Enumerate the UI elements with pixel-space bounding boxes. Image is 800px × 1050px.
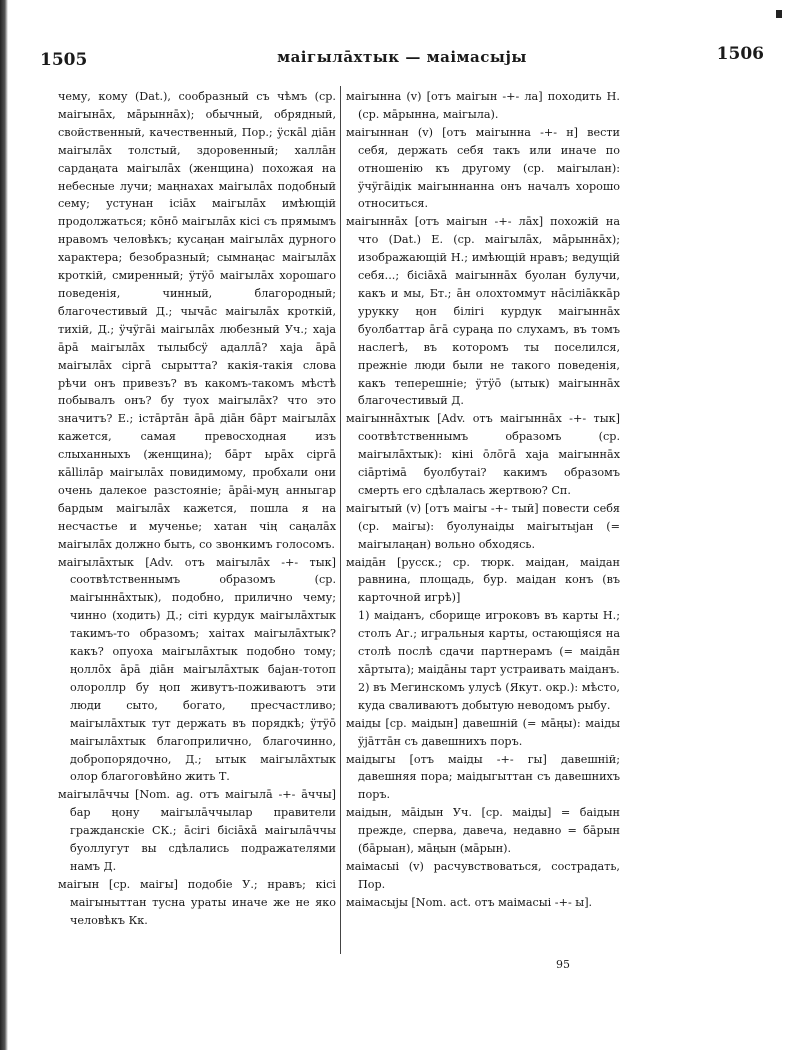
entry-maigynnakhtyk: маiгыннāхтык [Adv. отъ маiгыннāх -+- тык] соотвѣтственнымъ образомъ (ср. маiгылāхтык): кiнi ōлōгā хаjа маiгыннāх сiāртiмā буолбутаi? какимъ образомъ смерть его сдѣлалась жертвою? Сп.	[346, 412, 620, 497]
entry-maigyn: маiгын [ср. маiгы] подобiе У.; нравъ; кiсi маiгыныттан тусна ураты иначе же не яко человѣкъ Кк.	[58, 877, 336, 927]
entry-maidyn: маiдын, мāiдын Уч. [ср. маiды] = баiдын прежде, сперва, давеча, недавно = бāрын (бāрыан), мāңын (мāрын).	[346, 806, 620, 856]
entry-maigynnakh: маiгыннāх [отъ маiгын -+- лāх] похожiй на что (Dat.) Е. (ср. маiгылāх, мāрыннāх); изображающiй Н.; имѣющiй нравъ; ведущiй себя...; бiсiāхā маiгыннāх буолан булучи, какъ и мы, Бт.; āн олохтоммут нāсiлiāккāр урукку ңон бiлiгi курдук маiгыннāх буолбаттар āгā сураңа по слухамъ, въ томъ наслегѣ, въ которомъ ты поселился, прежнiе люди были не такого поведенiя, какъ теперешнiе; ÿтÿō (ытык) маiгыннāх благочестивый Д.	[346, 215, 620, 408]
entry-maimasyi: маiмасыi (v) расчувствоваться, сострадать, Пор.	[346, 859, 620, 891]
page-header	[40, 44, 764, 82]
entry-maidygy: маiдыгы [отъ маiды -+- гы] давешнiй; давешняя пора; маiдыгыттан съ давешнихъ поръ.	[346, 752, 620, 802]
column-divider	[340, 86, 341, 954]
running-title: маiгылāхтык — маiмасыjы	[277, 48, 527, 66]
scan-edge	[0, 0, 8, 1050]
page-number-left: 1505	[40, 50, 88, 70]
entry-maidy: маiды [ср. маiдын] давешнiй (= мāңы): маiды ÿjāттāн съ давешнихъ поръ.	[346, 716, 620, 748]
page-number-right: 1506	[716, 44, 764, 64]
entry-maigynna: маiгынна (v) [отъ маiгын -+- ла] походить Н. (ср. мāрынна, маiгыла).	[346, 90, 620, 121]
entry-maigytyi: маiгытый (v) [отъ маiгы -+- тый] повести себя (ср. маiгы): буолунаiды маiгытыjан (= маiгылаңан) вольно обходясь.	[346, 501, 620, 551]
entry-maidan-sense-2: 2) въ Мегинскомъ улусѣ (Якут. окр.): мѣсто, куда сваливаютъ добытую неводомъ рыбу.	[358, 680, 620, 712]
entry-maigylakhtyk: маiгылāхтык [Adv. отъ маiгылāх -+- тык] соотвѣтственнымъ образомъ (ср. маiгыннāхтык), подобно, прилично чему; чинно (ходить) Д.; сiтi курдук маiгылāхтык такимъ-то образомъ; хаiтах маiгылāхтык? какъ? опуоха маiгылāхтык подобно тому; ңоллōх āрā дiāн маiгылāхтык баjан-тотоп олороллр бу ңоп живутъ-поживаютъ эти люди сыто, богато, пресчастливо; маiгылāхтык тут держать въ порядкѣ; ÿтÿō маiгылāхтык благоприлично, благочинно, добропорядочно, Д.; ытык маiгылāхтык олор благоговѣйно жить Т.	[58, 555, 336, 784]
entry-maimasyjy: маiмасыjы [Nom. act. отъ маiмасыi -+- ы].	[346, 895, 593, 909]
right-column	[346, 88, 620, 1008]
entry-maigynnan: маiгыннан (v) [отъ маiгынна -+- н] вести себя, держать себя такъ или иначе по отношенiю къ другому (ср. маiгылан): ÿчÿгāiдiк маiгыннанна онъ началъ хорошо относиться.	[346, 125, 620, 211]
entry-maidan-sense-1: 1) маiданъ, сборище игроковъ въ карты Н.; столъ Аг.; игральныя карты, остающiяся на столѣ послѣ сдачи партнерамъ (= маiдāн хāртыта); маiдāны тарт устраивать маiданъ.	[358, 609, 620, 676]
entry-maidan: маiдāн [русск.; ср. тюрк. маiдан, маiдан равнина, площадь, бур. маiдан конъ (въ карточной игрѣ)]	[346, 555, 620, 605]
footer-number: 95	[556, 958, 570, 971]
entry-maigylachchy: маiгылāччы [Nom. ag. отъ маiгылā -+- āччы] бар ңону маiгылāччылар правители гражданскiе СК.; āсiгi бiсiāхā маiгылāччы буоллугут вы сдѣлались подражателями намъ Д.	[58, 788, 336, 873]
corner-mark	[776, 10, 782, 18]
entry-continuation: чему, кому (Dat.), сообразный съ чѣмъ (ср. маiгынāх, мāрыннāх); обычный, обрядный, свойственный, качественный, Пор.; ÿскāl дiāн маiгылāх толстый, здоровенный; халлāн сардаңата маiгылāх (женщина) похожая на небесные лучи; маңнахах маiгылāх подобный сему; устунан iсiāх маiгылāх имѣющiй продолжаться; кōнō маiгылāх кiсi съ прямымъ нравомъ человѣкъ; кусаңан маiгылāх дурного характера; безобразный; сымнаңас маiгылāх кроткiй, смиренный; ÿтÿō маiгылāх хорошаго поведенiя, чинный, благородный; благочестивый Д.; чычāс маiгылāх кроткiй, тихiй, Д.; ÿчÿгāi маiгылāх любезный Уч.; хаjа āрā маiгылāх тылыбсÿ адаллā? хаjа āрā маiгылāх сiргā сырытта? какiя-такiя слова рѣчи онъ привезъ? въ какомъ-такомъ мѣстѣ побывалъ онъ? бу туох маiгылāх? что это значитъ? Е.; iстāртāн āрā дiāн бāрт маiгылāх кажется, самая превосходная изъ слыханныхъ (женщина); бāрт ырāх сiргā кālliлāр маiгылāх повидимому, пробхали они очень далекое разстоянiе; āрāi-муң анныгар бардым маiгылāх кажется, пошла я на несчастье и мученье; хатан чiң саңалāх маiгылāх должно быть, со звонкимъ голосомъ.	[58, 90, 336, 551]
left-column	[58, 88, 336, 1008]
